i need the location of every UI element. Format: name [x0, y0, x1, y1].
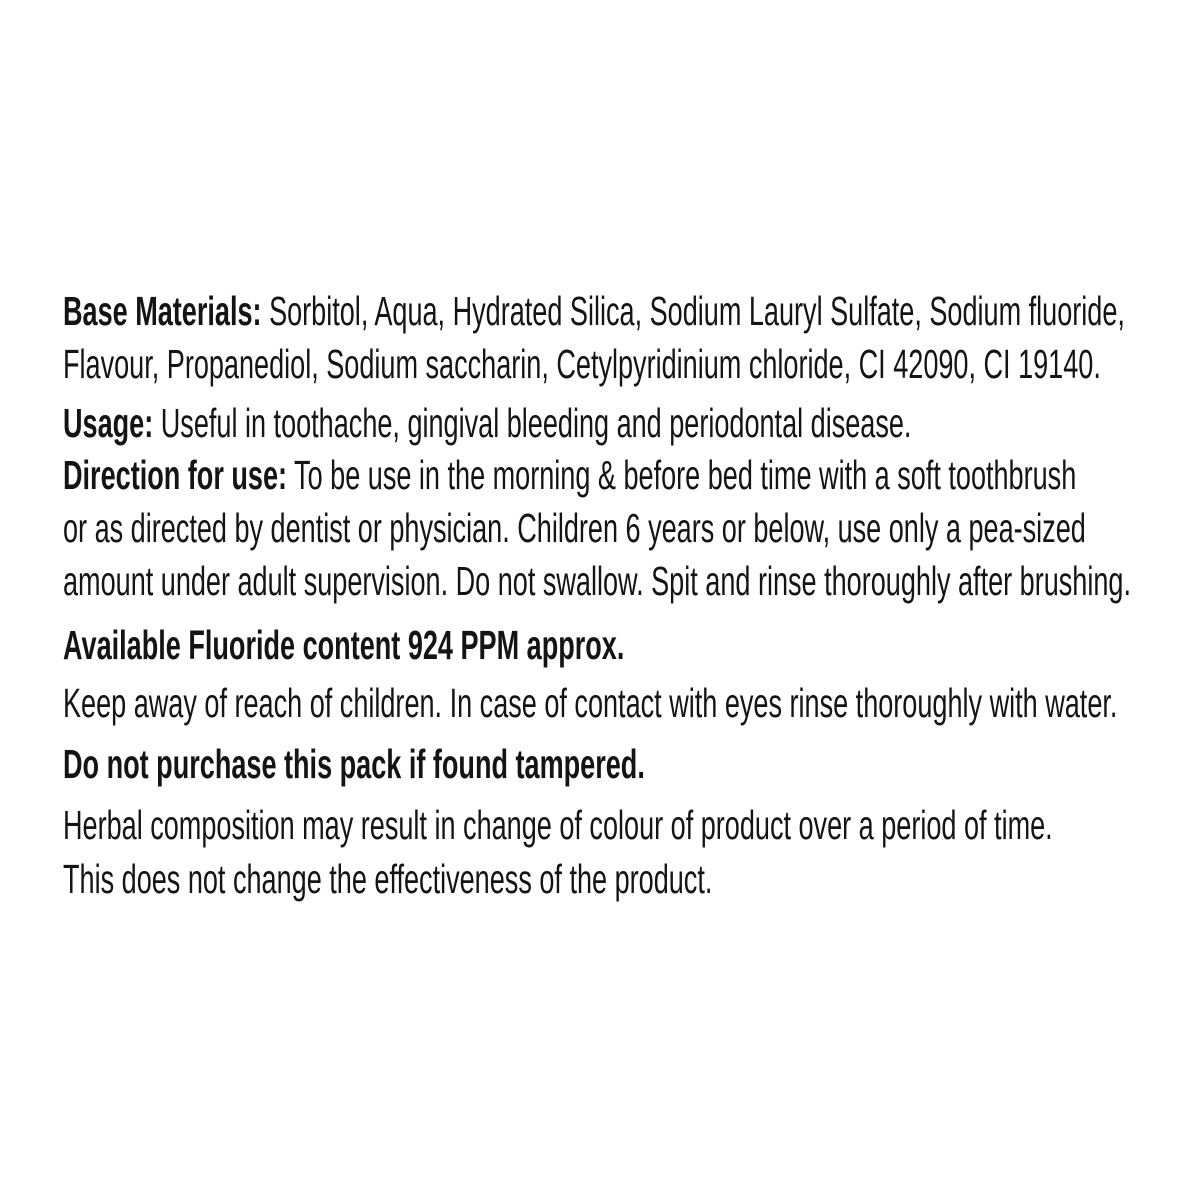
line-direction-3 — [63, 558, 1131, 604]
direction-heading: Direction for use: — [63, 452, 288, 498]
line-base-materials-1 — [63, 288, 1125, 334]
line-direction-1 — [63, 452, 1077, 498]
line-herbal-note-2 — [63, 856, 713, 902]
direction-text-3: amount under adult supervision. Do not swallow. Spit and rinse thoroughly after brushing. — [63, 558, 1131, 604]
direction-text-1: To be use in the morning & before bed time with a soft toothbrush — [287, 452, 1077, 498]
line-direction-2 — [63, 505, 1086, 551]
usage-text: Useful in toothache, gingival bleeding and periodontal disease. — [153, 400, 912, 446]
usage-heading: Usage: — [63, 400, 154, 446]
line-safety — [63, 680, 1118, 726]
base-materials-text-1: Sorbitol, Aqua, Hydrated Silica, Sodium Lauryl Sulfate, Sodium fluoride, — [261, 288, 1125, 334]
tamper-warning-statement: Do not purchase this pack if found tampered. — [63, 741, 645, 787]
fluoride-content-statement: Available Fluoride content 924 PPM approx. — [63, 622, 625, 668]
line-tamper-warning — [63, 741, 645, 787]
base-materials-text-2: Flavour, Propanediol, Sodium saccharin, Cetylpyridinium chloride, CI 42090, CI 19140. — [63, 341, 1101, 387]
safety-text: Keep away of reach of children. In case of contact with eyes rinse thoroughly with water. — [63, 680, 1118, 726]
base-materials-heading: Base Materials: — [63, 288, 262, 334]
line-herbal-note-1 — [63, 802, 1053, 848]
line-fluoride-content — [63, 622, 625, 668]
herbal-note-text-1: Herbal composition may result in change of colour of product over a period of time. — [63, 802, 1053, 848]
herbal-note-text-2: This does not change the effectiveness of the product. — [63, 856, 713, 902]
direction-text-2: or as directed by dentist or physician. Children 6 years or below, use only a pea-sized — [63, 505, 1086, 551]
line-usage — [63, 400, 912, 446]
line-base-materials-2 — [63, 341, 1101, 387]
